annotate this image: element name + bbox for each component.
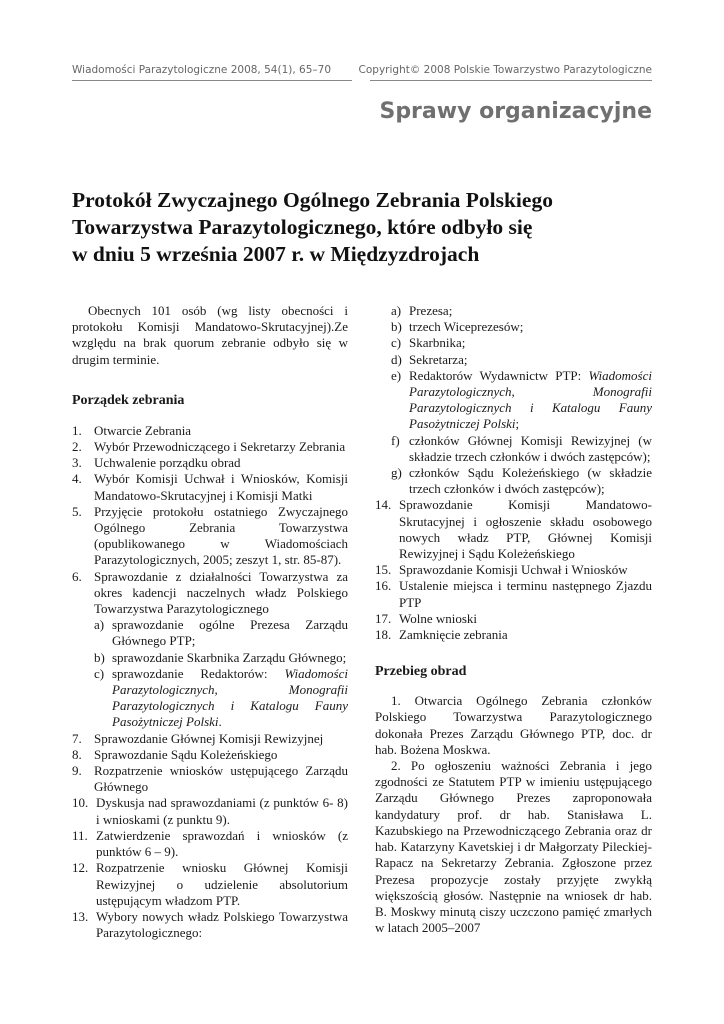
right-column — [375, 303, 652, 936]
title-line: Protokół Zwyczajnego Ogólnego Zebrania Polskiego — [72, 188, 553, 212]
subitem-letter: d) — [391, 351, 402, 367]
copyright-notice: Copyright© 2008 Polskie Towarzystwo Parazytologiczne — [358, 64, 652, 76]
election-subitem — [375, 352, 652, 368]
subitem-suffix: ; — [515, 416, 520, 432]
agenda-number: 13. — [72, 908, 89, 924]
agenda-text: Rozpatrzenie wniosku Głównej Komisji Rewizyjnej o udzielenie absolutorium ustępującym władzom PTP. — [96, 860, 348, 908]
header-rule-right — [370, 80, 652, 81]
agenda-text: Sprawozdanie Sądu Koleżeńskiego — [94, 746, 278, 762]
agenda-number: 12. — [72, 860, 89, 876]
proceedings-paragraph: 1. Otwarcia Ogólnego Zebrania członków Polskiego Towarzystwa Parazytologicznego dokonała Prezes Zarządu Głównego PTP, doc. dr hab. Bożena Moskwa. — [375, 693, 652, 757]
proceedings-heading: Przebieg obrad — [375, 664, 467, 680]
agenda-text: Sprawozdanie z działalności Towarzystwa za okres kadencji naczelnych władz Polskiego Towarzystwa Parazytologicznego — [94, 568, 348, 617]
agenda-text: Sprawozdanie Komisji Mandatowo-Skrutacyjnej i ogłoszenie składu osobowego nowych władz PTP, Głównej Komisji Rewizyjnej i Sądu Koleżeńskiego — [399, 497, 652, 562]
agenda-subitem — [94, 617, 348, 649]
subitem-letter: g) — [391, 465, 402, 481]
agenda-number: 14. — [375, 497, 392, 513]
election-subitem — [375, 303, 652, 319]
agenda-text: Sprawozdanie Komisji Uchwał i Wniosków — [399, 562, 628, 578]
agenda-item — [72, 763, 348, 795]
intro-paragraph: Obecnych 101 osób (wg listy obecności i protokołu Komisji Mandatowo-Skrutacyjnej).Ze względu na brak quorum zebranie odbyło się w drugim terminie. — [72, 303, 348, 367]
agenda-text: Zatwierdzenie sprawozdań i wniosków (z punktów 6 – 9). — [96, 827, 348, 860]
agenda-number: 17. — [375, 610, 392, 626]
subitem-letter: e) — [391, 367, 402, 383]
subitem-text: Sekretarza; — [409, 351, 468, 367]
agenda-text: Przyjęcie protokołu ostatniego Zwyczajnego Ogólnego Zebrania Towarzystwa (opublikowanego w Wiadomościach Parazytologicznych, 2005; zeszyt 1, str. 85-87). — [94, 503, 348, 568]
agenda-number: 11. — [72, 827, 88, 843]
subitem-text: sprawozdanie Skarbnika Zarządu Głównego; — [112, 649, 347, 665]
agenda-text: Rozpatrzenie wniosków ustępującego Zarządu Głównego — [94, 763, 348, 795]
agenda-subitem — [94, 666, 348, 731]
agenda-text: Wybór Przewodniczącego i Sekretarzy Zebrania — [94, 439, 346, 455]
agenda-number: 6. — [72, 568, 82, 584]
subitem-text: sprawozdanie Redaktorów: — [112, 665, 285, 681]
section-title: Sprawy organizacyjne — [379, 99, 652, 124]
proceedings-paragraph: 2. Po ogłoszeniu ważności Zebrania i jego zgodności ze Statutem PTP w imieniu ustępującego Zarządu Głównego Prezes zaproponowała kandydatury prof. dr hab. Stanisława L. Kazubskiego na Przewodniczącego Zebrania oraz dr hab. Katarzyny Kavetskiej i dr Małgorzaty Pileckiej-Rapacz na Sekretarzy Zebrania. Zgłoszone przez Prezesa propozycje zostały przyjęte zwykłą większością głosów. Następnie na wniosek dr hab. B. Moskwy minutą ciszy uczczono pamięć zmarłych w latach 2005–2007 — [375, 758, 652, 936]
agenda-item — [375, 578, 652, 610]
subitem-letter: a) — [391, 303, 402, 318]
agenda-item — [72, 860, 348, 909]
proceedings — [375, 693, 652, 936]
agenda-item — [72, 504, 348, 569]
journal-citation: Wiadomości Parazytologiczne 2008, 54(1), 65–70 — [72, 64, 331, 76]
election-subitem — [375, 335, 652, 351]
subitem-italic-text: Wiadomości Parazytologicznych, Monografii Parazytologicznych i Katalogu Fauny Pasożytniczej Polski — [409, 367, 652, 432]
running-header — [72, 64, 652, 82]
agenda-item — [72, 471, 348, 503]
agenda-text: Ustalenie miejsca i terminu następnego Zjazdu PTP — [399, 578, 652, 610]
subitem-text: członków Sądu Koleżeńskiego (w składzie trzech członków i dwóch zastępców); — [409, 465, 652, 497]
agenda-list-continued — [375, 497, 652, 643]
subitem-text: członków Głównej Komisji Rewizyjnej (w składzie trzech członków i dwóch zastępców); — [409, 432, 652, 464]
left-column — [72, 303, 348, 941]
agenda-text: Uchwalenie porządku obrad — [94, 455, 241, 471]
title-line: Towarzystwa Parazytologicznego, które odbyło się — [72, 215, 533, 239]
agenda-number: 8. — [72, 746, 82, 762]
subitem-letter: a) — [94, 617, 105, 633]
election-subitem — [375, 465, 652, 497]
agenda-item — [72, 455, 348, 471]
agenda-item — [72, 828, 348, 860]
agenda-number: 4. — [72, 471, 82, 487]
agenda-number: 16. — [375, 578, 392, 594]
agenda-item — [72, 747, 348, 763]
title-line: w dniu 5 września 2007 r. w Międzyzdrojach — [72, 242, 480, 266]
subitem-italic-text: Wiadomości Parazytologicznych, Monografii Parazytologicznych i Katalogu Fauny Pasożytniczej Polski — [112, 665, 348, 730]
agenda-number: 9. — [72, 763, 82, 779]
agenda-heading: Porządek zebrania — [72, 392, 185, 408]
intro — [72, 303, 348, 368]
agenda-number: 7. — [72, 730, 82, 746]
subitem-text: Prezesa; — [409, 303, 453, 318]
agenda-item — [72, 795, 348, 827]
agenda-text: Wybór Komisji Uchwał i Wniosków, Komisji Mandatowo-Skrutacyjnej i Komisji Matki — [94, 471, 348, 503]
subitem-text: Skarbnika; — [409, 335, 466, 351]
agenda-item — [72, 423, 348, 439]
agenda-item — [375, 611, 652, 627]
agenda-text: Zamknięcie zebrania — [399, 627, 508, 643]
subitem-text: trzech Wiceprezesów; — [409, 319, 524, 335]
election-subitem — [375, 319, 652, 335]
agenda-number: 15. — [375, 562, 392, 578]
agenda-item — [72, 909, 348, 941]
header-rule-left — [72, 80, 352, 81]
subitem-text: Redaktorów Wydawnictw PTP: — [409, 367, 589, 383]
agenda-number: 1. — [72, 422, 82, 438]
agenda-text: Wybory nowych władz Polskiego Towarzystwa Parazytologicznego: — [96, 908, 348, 941]
agenda-number: 10. — [72, 795, 89, 811]
subitem-letter: c) — [94, 665, 105, 681]
article-title — [72, 187, 632, 268]
subitem-letter: b) — [94, 649, 105, 665]
agenda-item — [72, 569, 348, 731]
agenda-item — [72, 731, 348, 747]
subitem-letter: b) — [391, 319, 402, 335]
agenda-number: 5. — [72, 503, 82, 519]
agenda-item — [72, 439, 348, 455]
subitem-suffix: . — [218, 714, 222, 730]
agenda-text: Otwarcie Zebrania — [94, 422, 192, 438]
agenda-subitem — [94, 650, 348, 666]
agenda-item — [375, 497, 652, 562]
agenda-item — [375, 627, 652, 643]
agenda-text: Dyskusja nad sprawozdaniami (z punktów 6- 8) i wnioskami (z punktu 9). — [96, 795, 348, 827]
agenda-sublist — [94, 617, 348, 730]
agenda-item — [375, 562, 652, 578]
subitem-letter: f) — [391, 432, 400, 448]
subitem-text: sprawozdanie ogólne Prezesa Zarządu Głównego PTP; — [112, 617, 348, 649]
agenda-number: 3. — [72, 455, 82, 471]
election-sublist — [375, 303, 652, 497]
agenda-number: 18. — [375, 627, 392, 643]
election-subitem — [375, 368, 652, 433]
subitem-letter: c) — [391, 335, 402, 351]
agenda-text: Sprawozdanie Głównej Komisji Rewizyjnej — [94, 730, 324, 746]
election-subitem — [375, 433, 652, 465]
agenda-number: 2. — [72, 439, 82, 455]
agenda-text: Wolne wnioski — [399, 610, 478, 626]
agenda-list — [72, 423, 348, 942]
